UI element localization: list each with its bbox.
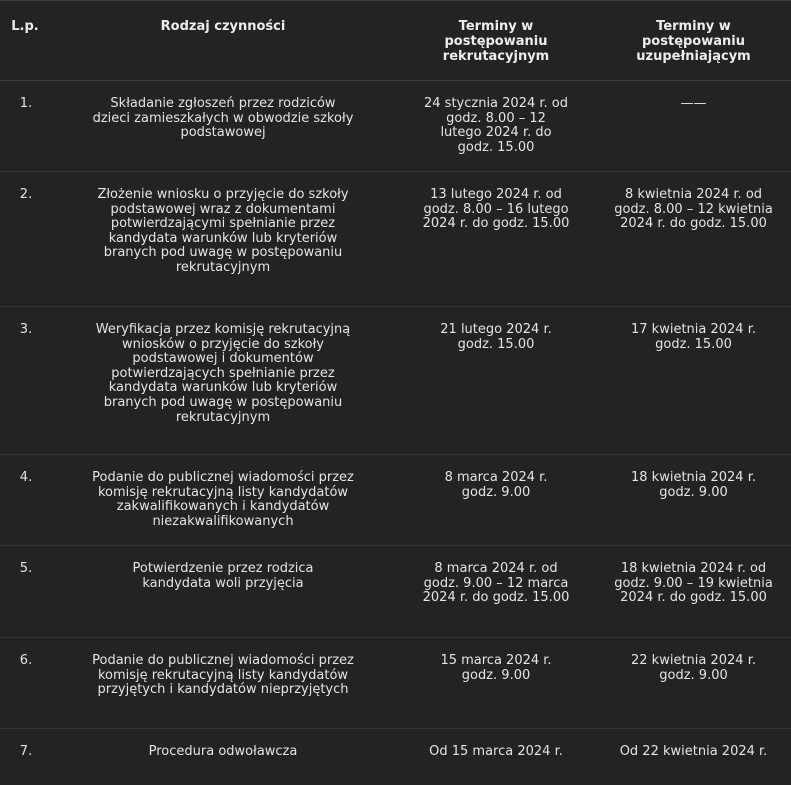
row-term-supplementary: Od 22 kwietnia 2024 r. bbox=[596, 729, 791, 785]
table-row bbox=[0, 172, 791, 307]
row-number: 4. bbox=[0, 455, 50, 546]
row-activity: Złożenie wniosku o przyjęcie do szkoły podstawowej wraz z dokumentami potwierdzającymi spełnianie przez kandydata warunków lub kryteriów branych pod uwagę w postępowaniu rekrutacyjnym bbox=[50, 172, 396, 307]
header-terminy-uzupelniajace: Terminy w postępowaniu uzupełniającym bbox=[596, 1, 791, 81]
row-term-recruitment: 24 stycznia 2024 r. od godz. 8.00 – 12 lutego 2024 r. do godz. 15.00 bbox=[396, 81, 596, 172]
row-term-supplementary: 17 kwietnia 2024 r. godz. 15.00 bbox=[596, 307, 791, 455]
table-row bbox=[0, 307, 791, 455]
row-term-recruitment: 21 lutego 2024 r. godz. 15.00 bbox=[396, 307, 596, 455]
row-number: 6. bbox=[0, 638, 50, 729]
row-term-recruitment: 8 marca 2024 r. od godz. 9.00 – 12 marca 2024 r. do godz. 15.00 bbox=[396, 546, 596, 638]
row-number: 7. bbox=[0, 729, 50, 785]
table-row bbox=[0, 455, 791, 546]
row-term-recruitment: 15 marca 2024 r. godz. 9.00 bbox=[396, 638, 596, 729]
row-number: 1. bbox=[0, 81, 50, 172]
row-number: 2. bbox=[0, 172, 50, 307]
table-header-row bbox=[0, 1, 791, 81]
row-term-recruitment: 13 lutego 2024 r. od godz. 8.00 – 16 lutego 2024 r. do godz. 15.00 bbox=[396, 172, 596, 307]
row-number: 3. bbox=[0, 307, 50, 455]
row-activity: Podanie do publicznej wiadomości przez komisję rekrutacyjną listy kandydatów zakwalifikowanych i kandydatów niezakwalifikowanych bbox=[50, 455, 396, 546]
header-rodzaj-czynnosci: Rodzaj czynności bbox=[50, 1, 396, 81]
row-term-supplementary: —— bbox=[596, 81, 791, 172]
row-number: 5. bbox=[0, 546, 50, 638]
row-activity: Składanie zgłoszeń przez rodziców dzieci zamieszkałych w obwodzie szkoły podstawowej bbox=[50, 81, 396, 172]
row-term-recruitment: Od 15 marca 2024 r. bbox=[396, 729, 596, 785]
row-term-supplementary: 8 kwietnia 2024 r. od godz. 8.00 – 12 kwietnia 2024 r. do godz. 15.00 bbox=[596, 172, 791, 307]
header-terminy-rekrutacyjne: Terminy w postępowaniu rekrutacyjnym bbox=[396, 1, 596, 81]
table-row bbox=[0, 638, 791, 729]
table-row bbox=[0, 81, 791, 172]
row-term-supplementary: 18 kwietnia 2024 r. od godz. 9.00 – 19 kwietnia 2024 r. do godz. 15.00 bbox=[596, 546, 791, 638]
row-activity: Weryfikacja przez komisję rekrutacyjną wniosków o przyjęcie do szkoły podstawowej i dokumentów potwierdzających spełnianie przez kandydata warunków lub kryteriów branych pod uwagę w postępowaniu rekrutacyjnym bbox=[50, 307, 396, 455]
row-term-supplementary: 22 kwietnia 2024 r. godz. 9.00 bbox=[596, 638, 791, 729]
table-row bbox=[0, 729, 791, 785]
row-activity: Procedura odwoławcza bbox=[50, 729, 396, 785]
row-activity: Podanie do publicznej wiadomości przez komisję rekrutacyjną listy kandydatów przyjętych i kandydatów nieprzyjętych bbox=[50, 638, 396, 729]
header-lp: L.p. bbox=[0, 1, 50, 81]
table-row bbox=[0, 546, 791, 638]
row-term-recruitment: 8 marca 2024 r. godz. 9.00 bbox=[396, 455, 596, 546]
row-term-supplementary: 18 kwietnia 2024 r. godz. 9.00 bbox=[596, 455, 791, 546]
row-activity: Potwierdzenie przez rodzica kandydata woli przyjęcia bbox=[50, 546, 396, 638]
